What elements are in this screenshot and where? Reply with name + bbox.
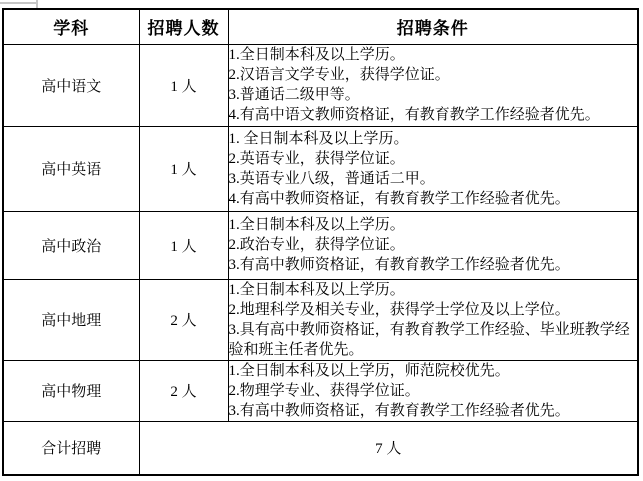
subject-cell: 高中政治 bbox=[3, 211, 139, 279]
header-subject: 学科 bbox=[3, 9, 139, 44]
count-cell: 1 人 bbox=[139, 211, 228, 279]
condition-line: 3.具有高中教师资格证，有教育教学工作经验、毕业班教学经验和班主任者优先。 bbox=[228, 321, 630, 358]
conditions-cell bbox=[228, 279, 638, 360]
table-row-geography bbox=[3, 279, 638, 360]
condition-line: 1.全日制本科及以上学历。 bbox=[228, 47, 405, 63]
table-row-english bbox=[3, 126, 638, 211]
total-row bbox=[3, 421, 638, 475]
conditions-cell bbox=[228, 126, 638, 211]
condition-line: 1.全日制本科及以上学历。 bbox=[228, 281, 405, 298]
count-cell: 1 人 bbox=[139, 126, 228, 211]
header-count: 招聘人数 bbox=[139, 9, 228, 44]
condition-line: 1.全日制本科及以上学历。 bbox=[228, 217, 405, 233]
total-value-cell: 7 人 bbox=[139, 421, 638, 475]
subject-cell: 高中英语 bbox=[3, 126, 139, 211]
condition-line: 3.英语专业八级，普通话二甲。 bbox=[228, 170, 435, 187]
conditions-cell bbox=[228, 44, 638, 126]
subject-cell: 高中语文 bbox=[3, 44, 139, 126]
subject-cell: 高中地理 bbox=[3, 279, 139, 360]
gridline-artifact-vertical bbox=[36, 0, 38, 8]
count-cell: 2 人 bbox=[139, 279, 228, 360]
recruitment-table bbox=[2, 8, 639, 476]
condition-line: 2.地理科学及相关专业，获得学士学位及以上学位。 bbox=[228, 301, 570, 318]
table-row-politics bbox=[3, 211, 638, 279]
total-label-cell: 合计招聘 bbox=[3, 421, 139, 475]
table-header-row bbox=[3, 9, 638, 44]
subject-cell: 高中物理 bbox=[3, 360, 139, 421]
condition-line: 3.有高中教师资格证，有教育教学工作经验者优先。 bbox=[228, 257, 570, 273]
condition-line: 3.普通话二级甲等。 bbox=[228, 87, 360, 103]
count-cell: 1 人 bbox=[139, 44, 228, 126]
table-row-chinese bbox=[3, 44, 638, 126]
condition-line: 2.物理学专业、获得学位证。 bbox=[228, 382, 420, 399]
condition-line: 1. 全日制本科及以上学历。 bbox=[228, 130, 409, 147]
gridline-artifact-horizontal bbox=[0, 2, 38, 4]
header-conditions: 招聘条件 bbox=[228, 9, 638, 44]
condition-line: 2.英语专业，获得学位证。 bbox=[228, 150, 405, 167]
conditions-cell bbox=[228, 360, 638, 421]
condition-line: 1.全日制本科及以上学历，师范院校优先。 bbox=[228, 362, 510, 379]
condition-line: 3.有高中教师资格证，有教育教学工作经验者优先。 bbox=[228, 402, 570, 419]
condition-line: 4.有高中语文教师资格证，有教育教学工作经验者优先。 bbox=[228, 107, 600, 123]
count-cell: 2 人 bbox=[139, 360, 228, 421]
condition-line: 2.政治专业，获得学位证。 bbox=[228, 237, 405, 253]
condition-line: 2.汉语言文学专业，获得学位证。 bbox=[228, 67, 450, 83]
condition-line: 4.有高中教师资格证，有教育教学工作经验者优先。 bbox=[228, 190, 570, 207]
conditions-cell bbox=[228, 211, 638, 279]
table-row-physics bbox=[3, 360, 638, 421]
